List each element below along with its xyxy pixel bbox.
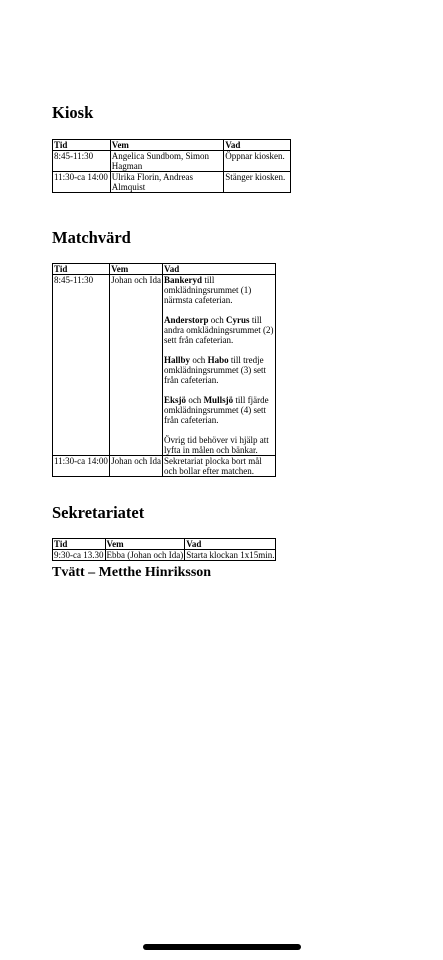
assignment-text: till tredje omklädningsrummet (3) sett från cafeterian. xyxy=(164,355,267,385)
team-name: Habo xyxy=(207,355,229,365)
header-vad: Vad xyxy=(224,140,291,151)
assignment-text: till andra omklädningsrummet (2) sett från cafeterian. xyxy=(164,315,274,345)
cell-tid: 8:45-11:30 xyxy=(53,151,111,172)
connector-text: och xyxy=(190,355,208,365)
team-name: Anderstorp xyxy=(164,315,209,325)
table-row xyxy=(53,456,276,477)
cell-vad: Öppnar kiosken. xyxy=(224,151,291,172)
table-row xyxy=(53,151,291,172)
header-tid: Tid xyxy=(53,539,106,550)
header-vem: Vem xyxy=(110,264,163,275)
team-name: Hallby xyxy=(164,355,191,365)
cell-vad: Stänger kiosken. xyxy=(224,172,291,193)
table-row xyxy=(53,275,276,456)
home-indicator[interactable] xyxy=(143,944,301,950)
assignment-paragraph xyxy=(164,315,274,345)
cell-vem: Ebba (Johan och Ida) xyxy=(106,550,184,560)
cell-vem: Ulrika Florin, Andreas Almquist xyxy=(110,172,223,193)
team-name: Mullsjö xyxy=(203,395,234,405)
tvatt-heading: Tvätt – Metthe Hinriksson xyxy=(52,565,212,580)
header-tid: Tid xyxy=(53,264,110,275)
table-header-row xyxy=(53,140,291,151)
team-name: Eksjö xyxy=(164,395,187,405)
cell-vem: Angelica Sundbom, Simon Hagman xyxy=(110,151,223,172)
header-vem: Vem xyxy=(110,140,223,151)
kiosk-heading: Kiosk xyxy=(52,103,94,122)
cell-vem: Johan och Ida xyxy=(110,275,163,456)
assignment-text: till fjärde omklädningsrummet (4) sett från cafeterian. xyxy=(164,395,269,425)
table-header-row xyxy=(53,539,276,550)
cell-tid: 11:30-ca 14:00 xyxy=(53,456,110,477)
header-vad: Vad xyxy=(163,264,276,275)
table-header-row xyxy=(53,264,276,275)
cell-vad xyxy=(163,275,276,456)
matchvard-heading: Matchvärd xyxy=(52,228,131,247)
cell-vad: Starta klockan 1x15min. xyxy=(186,550,275,560)
connector-text: och xyxy=(208,315,227,325)
header-vem: Vem xyxy=(105,539,185,550)
table-row xyxy=(53,550,276,561)
assignment-text: till omklädningsrummet (1) närmsta cafeterian. xyxy=(164,275,252,305)
sekretariatet-table xyxy=(52,538,276,561)
cell-tid: 9:30-ca 13.30 xyxy=(54,550,104,560)
matchvard-table xyxy=(52,263,276,477)
assignment-paragraph xyxy=(164,395,274,425)
header-tid: Tid xyxy=(53,140,111,151)
cell-vem: Johan och Ida xyxy=(110,456,163,477)
team-name: Cyrus xyxy=(226,315,250,325)
header-vad: Vad xyxy=(185,539,276,550)
cell-vad: Sekretariat plocka bort mål och bollar efter matchen. xyxy=(163,456,276,477)
cell-tid: 11:30-ca 14:00 xyxy=(53,172,111,193)
assignment-paragraph xyxy=(164,275,274,305)
assignment-paragraph: Övrig tid behöver vi hjälp att lyfta in målen och bänkar. xyxy=(164,435,269,455)
table-row xyxy=(53,172,291,193)
sekretariatet-heading: Sekretariatet xyxy=(52,503,145,522)
kiosk-table xyxy=(52,139,291,193)
connector-text: och xyxy=(186,395,204,405)
team-name: Bankeryd xyxy=(164,275,203,285)
assignment-paragraph xyxy=(164,355,274,385)
cell-tid: 8:45-11:30 xyxy=(53,275,110,456)
